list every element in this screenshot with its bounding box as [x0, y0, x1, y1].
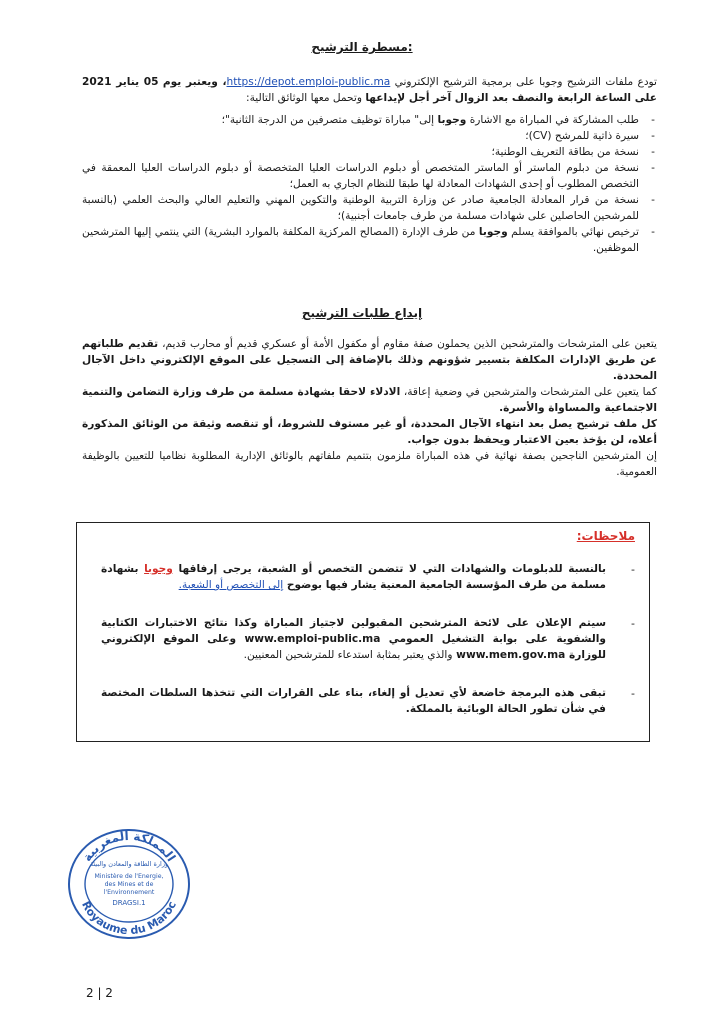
note-1-link[interactable]: إلى التخصص أو الشعبة.: [178, 579, 284, 591]
document-item-text: نسخة من دبلوم الماستر أو الماستر المتخصص أو دبلوم الدراسات العليا المتخصصة أو دبلوم الدراسات العليا المعمقة في التخصص المطلوب أو إحدى الشهادات المعادلة لها طبقا للنظام الجاري به العمل؛: [82, 162, 639, 190]
document-item: [82, 192, 657, 224]
note-bullet: -: [631, 687, 635, 700]
note-2: [101, 615, 606, 663]
intro-bold-1: ، ويعتبر يوم: [162, 76, 227, 88]
stamp-ref: DRAGSI.1: [112, 899, 146, 907]
document-item-text-end: إلى" مباراة توظيف متصرفين من الدرجة الثانية"؛: [221, 114, 435, 126]
page-number: 2 | 2: [86, 986, 113, 1000]
document-item-emphasis: وجوبا: [437, 114, 467, 126]
candidature-intro: [82, 74, 657, 106]
submission-text: [82, 336, 657, 480]
note-bullet: -: [631, 617, 635, 630]
document-item-text: طلب المشاركة في المباراة مع الاشارة: [469, 114, 639, 126]
submission-p3: كل ملف ترشيح يصل بعد انتهاء الآجال المحددة، أو غير مستوف للشروط، أو تنقصه وثيقة من الوثائق المذكورة أعلاه، لن يؤخذ بعين الاعتبار ويحفظ بدون جواب.: [82, 418, 657, 446]
document-item-text: نسخة من بطاقة التعريف الوطنية؛: [491, 146, 639, 158]
document-item: [82, 160, 657, 192]
notes-box: [76, 522, 650, 742]
note-2-site-2: www.mem.gov.ma: [456, 649, 566, 661]
intro-suffix: وتحمل معها الوثائق التالية:: [246, 92, 362, 104]
stamp-ministry-ar: وزارة الطاقة والمعادن والبيئة: [89, 860, 169, 868]
note-2-site-1: www.emploi-public.ma: [244, 633, 381, 645]
stamp-ring-bottom-text: Royaume du Maroc: [79, 899, 179, 938]
ministry-stamp: [65, 826, 193, 942]
submission-p2-normal: كما يتعين على المترشحات والمترشحين في وضعية إعاقة،: [403, 386, 657, 398]
document-item-emphasis: وجوبا: [478, 226, 508, 238]
submission-p4: إن المترشحين الناجحين بصفة نهائية في هذه المباراة ملزمون بتتميم ملفاتهم بالوثائق الإدارية المطلوبة نظاميا للتعيين بالوظيفة العمومية.: [82, 450, 657, 478]
stamp-ministry-fr-2: des Mines et de: [104, 881, 154, 888]
document-item: [82, 144, 657, 160]
document-item: [82, 224, 657, 256]
note-1-text-b: بشهادة مسلمة من طرف المؤسسة الجامعية المعنية يشار فيها بوضوح: [101, 563, 606, 591]
stamp-ministry-fr-1: Ministère de l'Energie,: [94, 873, 164, 880]
document-item: [82, 112, 657, 128]
depot-link[interactable]: https://depot.emploi-public.ma: [226, 76, 391, 88]
required-documents-list: [82, 112, 657, 256]
note-bullet: -: [631, 563, 635, 576]
note-2-text-b: وعلى الموقع الإلكتروني للوزارة: [101, 633, 606, 661]
submission-p1-normal: يتعين على المترشحات والمترشحين الذين يحملون صفة مقاوم أو مكفول الأمة أو عسكري قديم أو محارب قديم،: [162, 338, 657, 350]
note-1: [101, 561, 606, 593]
stamp-ring-top-text: المملكة المغربية: [79, 828, 179, 864]
note-3: تبقى هذه البرمجة خاضعة لأي تعديل أو إلغاء، بناء على القرارات التي تتخذها السلطات المختصة في شأن تطور الحالة الوبائية بالمملكة.: [101, 687, 606, 715]
document-item-text-end: من طرف الإدارة (المصالح المركزية المكلفة بالموارد البشرية) التي ينتمي إليها المترشحين الموظفين.: [82, 226, 639, 254]
document-item-text: ترخيص نهائي بالموافقة يسلم: [511, 226, 639, 238]
note-2-text-c: والذي يعتبر بمثابة استدعاء للمترشحين المعنيين.: [243, 649, 453, 661]
document-item: [82, 128, 657, 144]
document-item-text: سيرة ذاتية للمرشح (CV)؛: [525, 130, 639, 142]
note-2-text-a: سيتم الإعلان على لائحة المترشحين المقبولين لاجتياز المباراة وكذا نتائج الاختبارات الكتابية والشفوية على بوابة التشغيل العمومي: [101, 617, 606, 645]
note-1-highlight: وجوبا: [144, 563, 173, 575]
submission-p2-bold: الادلاء لاحقا بشهادة مسلمة من طرف وزارة التضامن والتنمية الاجتماعية والمساواة والأسرة.: [82, 386, 657, 414]
stamp-ministry-fr-3: l'Environnement: [103, 889, 155, 896]
document-item-text: نسخة من قرار المعادلة الجامعية صادر عن وزارة التربية الوطنية والتكوين المهني والتعليم العالي والبحث العلمي (بالنسبة للمرشحين الحاصلين على شهادات مسلمة من طرف جامعات أجنبية)؛: [82, 194, 639, 222]
notes-title: ملاحظات:: [576, 529, 635, 543]
intro-text: تودع ملفات الترشيح وجوبا على برمجية الترشيح الإلكتروني: [394, 76, 657, 88]
deadline-text: 05 يناير 2021 على الساعة الرابعة والنصف بعد الزوال آخر أجل لإيداعها: [82, 76, 657, 104]
section-title-submission: إيداع طلبات الترشيح: [301, 306, 423, 320]
section-title-candidature: مسطرة الترشيح:: [311, 40, 413, 54]
note-1-text-a: بالنسبة للدبلومات والشهادات التي لا تتضمن التخصص أو الشعبة، يرجى إرفاقها: [178, 563, 606, 575]
submission-p1-bold: تقديم طلباتهم عن طريق الإدارات المكلفة بتسيير شؤونهم وذلك بالإضافة إلى التسجيل على الموقع الإلكتروني داخل الآجال المحددة.: [82, 338, 657, 382]
